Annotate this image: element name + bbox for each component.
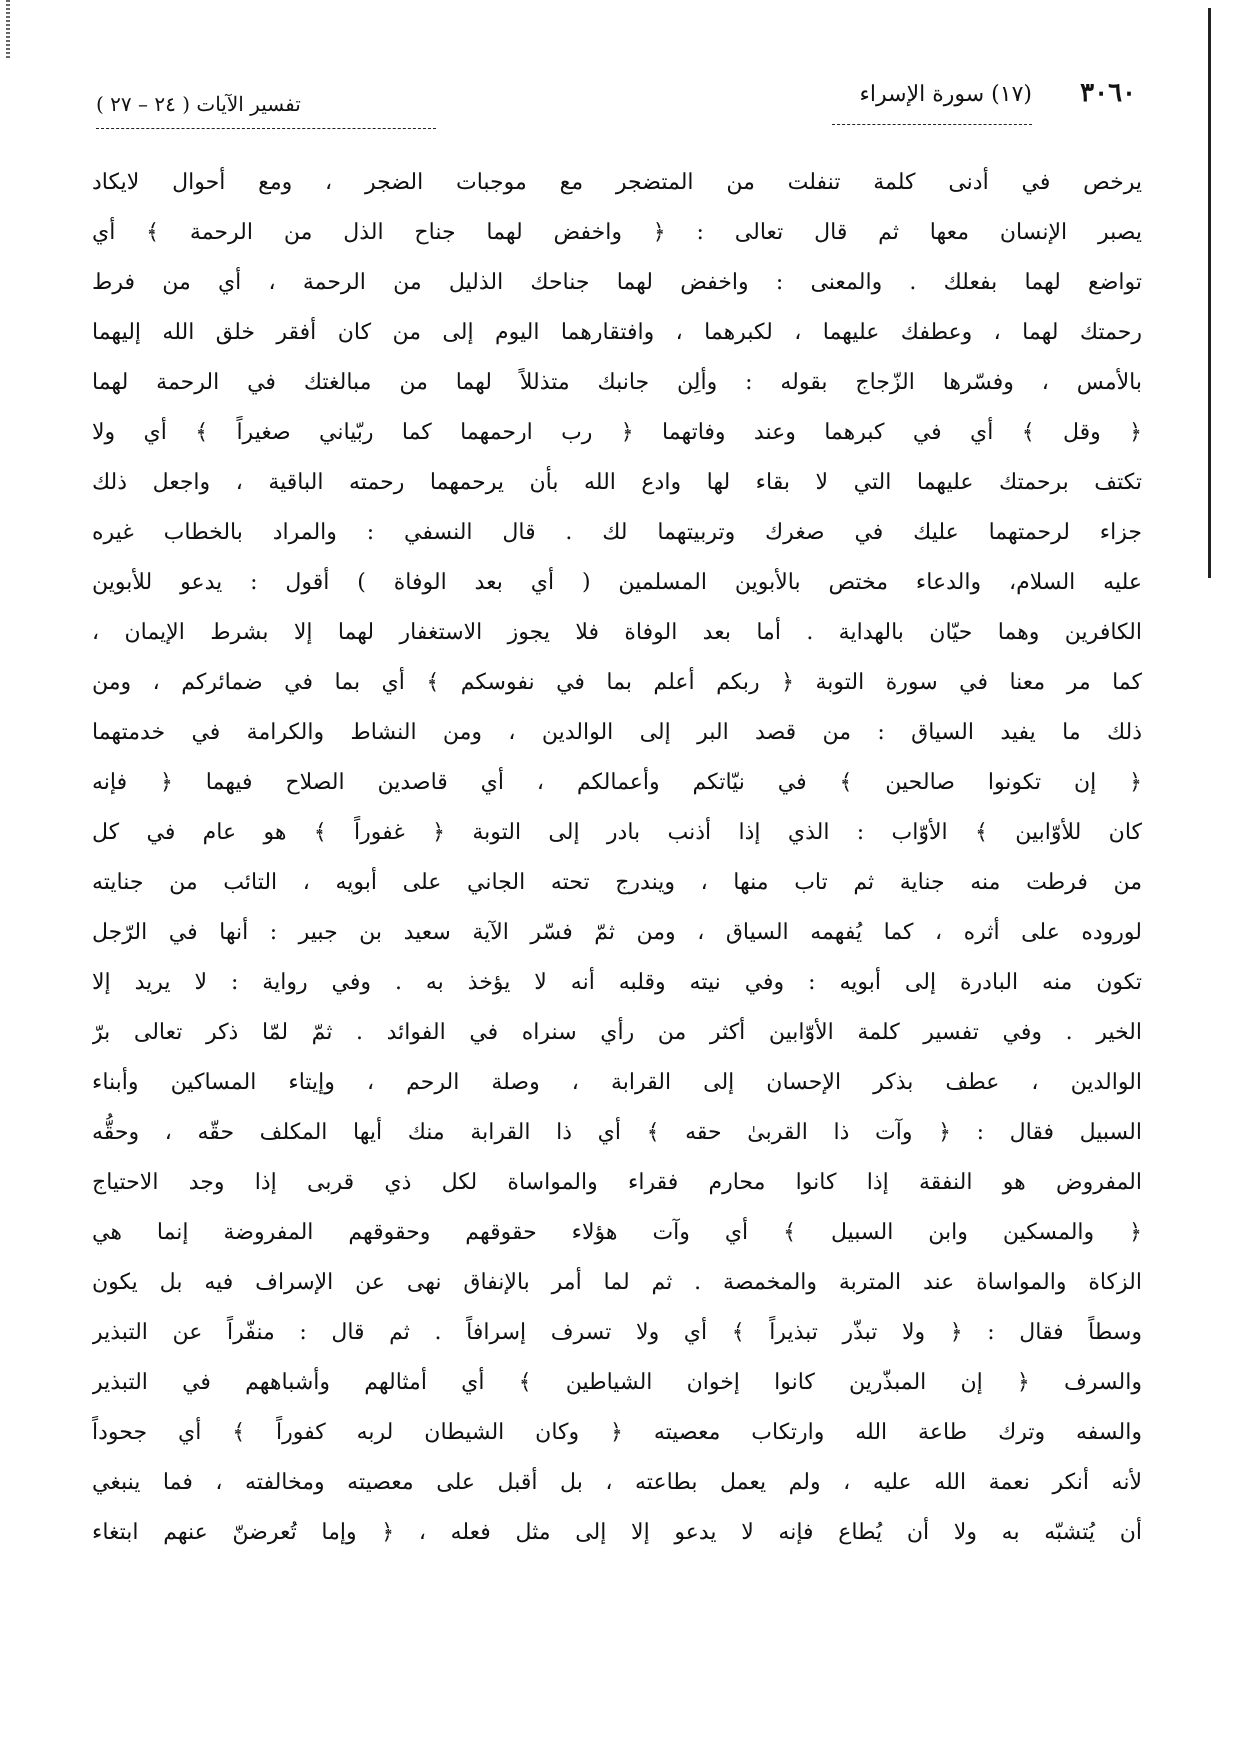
- header-rule-right: [832, 124, 1032, 126]
- text-line: الكافرين وهما حيّان بالهداية . أما بعد الوفاة فلا يجوز الاستغفار لهما إلا بشرط الإيمان ،: [92, 620, 1142, 645]
- text-line: تواضع لهما بفعلك . والمعنى : واخفض لهما جناحك الذليل من الرحمة ، أي من فرط: [92, 270, 1142, 295]
- text-line: تكتف برحمتك عليهما التي لا بقاء لها وادع الله بأن يرحمهما رحمته الباقية ، واجعل ذلك: [92, 470, 1142, 495]
- text-line: لوروده على أثره ، كما يُفهمه السياق ، ومن ثمّ فسّر الآية سعيد بن جبير : أنها في الرّجل: [92, 920, 1142, 945]
- text-line: بالأمس ، وفسّرها الزّجاج بقوله : وألِن جانبك متذللاً لهما من مبالغتك في الرحمة لهما: [92, 370, 1142, 395]
- text-line: جزاء لرحمتهما عليك في صغرك وتربيتهما لك . قال النسفي : والمراد بالخطاب غيره: [92, 520, 1142, 545]
- text-line: والسفه وترك طاعة الله وارتكاب معصيته ﴿ وكان الشيطان لربه كفوراً ﴾ أي جحوداً: [92, 1420, 1142, 1445]
- text-line: ﴿ والمسكين وابن السبيل ﴾ أي وآت هؤلاء حقوقهم وحقوقهم المفروضة إنما هي: [92, 1220, 1142, 1245]
- text-line: ﴿ إن تكونوا صالحين ﴾ في نيّاتكم وأعمالكم ، أي قاصدين الصلاح فيهما ﴿ فإنه: [92, 770, 1142, 795]
- text-line: يرخص في أدنى كلمة تنفلت من المتضجر مع موجبات الضجر ، ومع أحوال لايكاد: [92, 170, 1142, 195]
- text-line: كما مر معنا في سورة التوبة ﴿ ربكم أعلم بما في نفوسكم ﴾ أي بما في ضمائركم ، ومن: [92, 670, 1142, 695]
- text-line: الخير . وفي تفسير كلمة الأوّابين أكثر من رأي سنراه في الفوائد . ثمّ لمّا ذكر تعالى برّ: [92, 1020, 1142, 1045]
- page-header: [96, 78, 1136, 128]
- verses-title: تفسير الآيات ( ٢٤ – ٢٧ ): [96, 92, 301, 116]
- body-text: [92, 158, 1142, 1558]
- text-line: وسطاً فقال : ﴿ ولا تبذّر تبذيراً ﴾ أي ولا تسرف إسرافاً . ثم قال : منفّراً عن التبذير: [92, 1320, 1142, 1345]
- text-line: كان للأوّابين ﴾ الأوّاب : الذي إذا أذنب بادر إلى التوبة ﴿ غفوراً ﴾ هو عام في كل: [92, 820, 1142, 845]
- text-line: الزكاة والمواساة عند المتربة والمخمصة . ثم لما أمر بالإنفاق نهى عن الإسراف فيه بل يكون: [92, 1270, 1142, 1295]
- text-line: يصبر الإنسان معها ثم قال تعالى : ﴿ واخفض لهما جناح الذل من الرحمة ﴾ أي: [92, 220, 1142, 245]
- scan-edge-mark: [6, 0, 10, 60]
- text-line: ذلك ما يفيد السياق : من قصد البر إلى الوالدين ، ومن النشاط والكرامة في خدمتهما: [92, 720, 1142, 745]
- text-line: تكون منه البادرة إلى أبويه : وفي نيته وقلبه أنه لا يؤخذ به . وفي رواية : لا يريد إلا: [92, 970, 1142, 995]
- text-line: السبيل فقال : ﴿ وآت ذا القربىٰ حقه ﴾ أي ذا القرابة منك أيها المكلف حقّه ، وحقُّه: [92, 1120, 1142, 1145]
- text-line: لأنه أنكر نعمة الله عليه ، ولم يعمل بطاعته ، بل أقبل على معصيته ومخالفته ، فما ينبغي: [92, 1470, 1142, 1495]
- text-line: والسرف ﴿ إن المبذّرين كانوا إخوان الشياطين ﴾ أي أمثالهم وأشباههم في التبذير: [92, 1370, 1142, 1395]
- text-line: ﴿ وقل ﴾ أي في كبرهما وعند وفاتهما ﴿ رب ارحمهما كما ربّياني صغيراً ﴾ أي ولا: [92, 420, 1142, 445]
- text-line: الوالدين ، عطف بذكر الإحسان إلى القرابة ، وصلة الرحم ، وإيتاء المساكين وأبناء: [92, 1070, 1142, 1095]
- text-line: عليه السلام، والدعاء مختص بالأبوين المسلمين ( أي بعد الوفاة ) أقول : يدعو للأبوين: [92, 570, 1142, 595]
- surah-name: (١٧) سورة الإسراء: [859, 82, 1032, 107]
- page-edge-bar: [1208, 8, 1211, 578]
- page-number: ٣٠٦٠: [1080, 78, 1136, 108]
- text-line: من فرطت منه جناية ثم تاب منها ، ويندرج تحته الجاني على أبويه ، التائب من جنايته: [92, 870, 1142, 895]
- text-line: أن يُتشبّه به ولا أن يُطاع فإنه لا يدعو إلا إلى مثل فعله ، ﴿ وإما تُعرضنّ عنهم ابتغاء: [92, 1520, 1142, 1545]
- text-line: المفروض هو النفقة إذا كانوا محارم فقراء والمواساة لكل ذي قربى إذا وجد الاحتياج: [92, 1170, 1142, 1195]
- text-line: رحمتك لهما ، وعطفك عليهما ، لكبرهما ، وافتقارهما اليوم إلى من كان أفقر خلق الله إليهما: [92, 320, 1142, 345]
- header-rule-left: [96, 128, 436, 130]
